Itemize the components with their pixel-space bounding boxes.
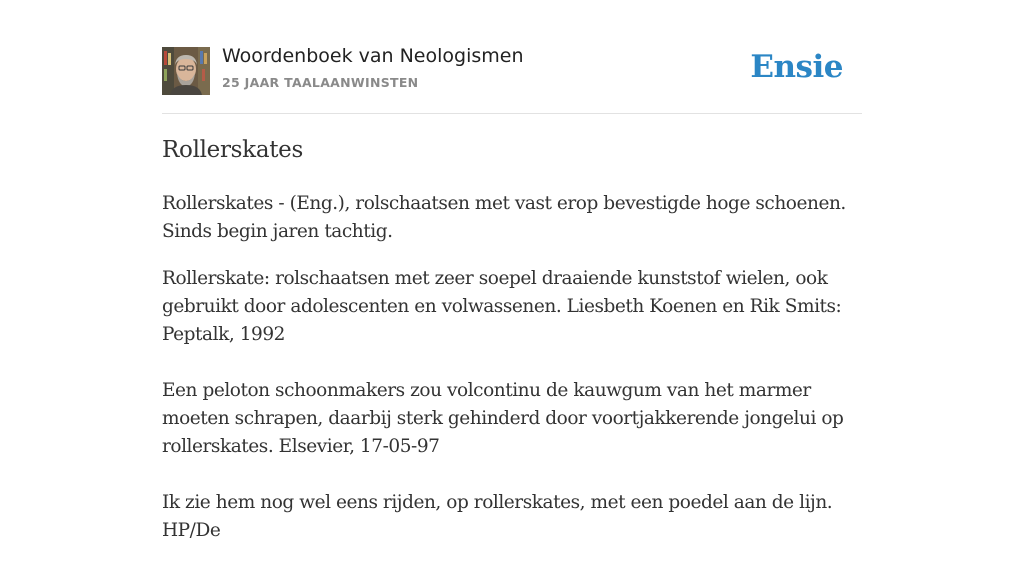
quote-item: Rollerskate: rolschaatsen met zeer soepel draaiende kunststof wielen, ook gebruikt door adolescenten en volwassenen. Liesbeth Koenen en Rik Smits: Peptalk, 1992 [162,268,842,345]
brand-logo-link[interactable]: Ensie [750,49,843,85]
source-title-link[interactable]: Woordenboek van Neologismen [222,45,524,67]
header [162,0,862,114]
quote-item: Een peloton schoonmakers zou volcontinu de kauwgum van het marmer moeten schrapen, daarbij sterk gehinderd door voortjakkerende jongelui op rollerskates. Elsevier, 17-05-97 [162,380,844,457]
content-column [162,0,862,541]
page-title: Rollerskates [162,137,303,163]
quotes-section [162,265,862,573]
quote-item: Ik zie hem nog wel eens rijden, op rollerskates, met een poedel aan de lijn. HP/De [162,492,833,541]
author-avatar[interactable] [162,47,210,95]
author-portrait-icon [162,47,210,95]
source-subtitle: 25 JAAR TAALAANWINSTEN [222,75,419,90]
definition-text: Rollerskates - (Eng.), rolschaatsen met vast erop bevestigde hoge schoenen. Sinds begin jaren tachtig. [162,193,846,242]
